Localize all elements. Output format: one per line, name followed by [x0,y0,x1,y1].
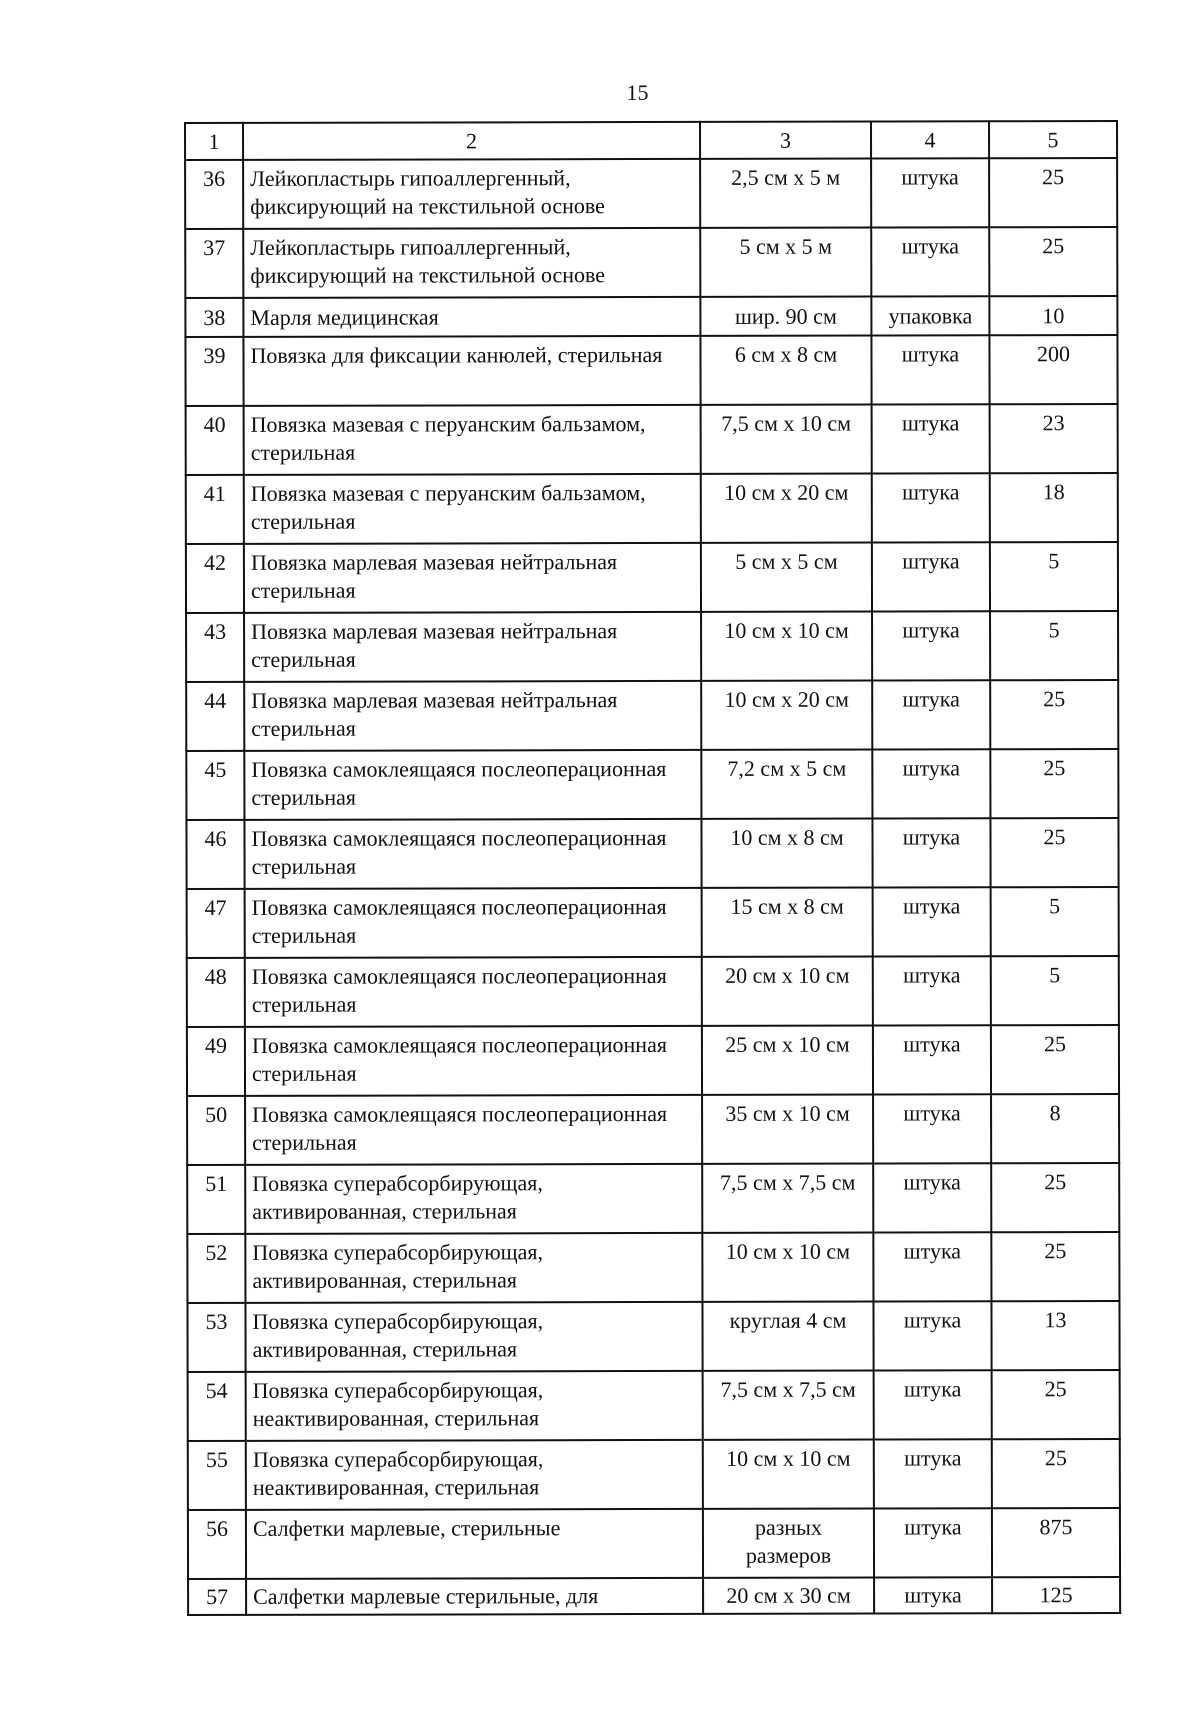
item-size-cell: 25 см х 10 см [702,1026,873,1095]
header-cell-name: 2 [243,122,700,160]
row-number-cell: 50 [187,1096,245,1165]
table-row [187,1094,1119,1165]
item-unit-cell: штука [873,1163,991,1232]
row-number-cell: 43 [186,613,244,682]
item-name-cell: Повязка марлевая мазевая нейтральная стерильная [244,543,701,613]
table-row [187,956,1119,1027]
row-number-cell: 42 [186,544,244,613]
item-name-cell: Повязка самоклеящаяся послеоперационная стерильная [245,1026,702,1096]
item-name-cell: Повязка суперабсорбирующая, неактивированная, стерильная [246,1440,703,1510]
table-row [185,158,1117,229]
item-size-cell: 10 см х 8 см [701,819,872,888]
table-row [188,1508,1120,1579]
item-quantity-cell: 25 [992,1439,1120,1508]
table-row [186,542,1118,613]
item-quantity-cell: 25 [989,158,1117,227]
supplies-table-body [185,121,1120,1615]
item-size-cell: 10 см х 20 см [701,681,872,750]
row-number-cell: 39 [185,337,243,406]
item-size-cell: 7,5 см х 7,5 см [703,1371,874,1440]
item-quantity-cell: 200 [989,335,1117,404]
item-quantity-cell: 125 [992,1577,1120,1613]
item-unit-cell: штука [874,1370,992,1439]
item-name-cell: Повязка суперабсорбирующая, неактивированная, стерильная [246,1371,703,1441]
row-number-cell: 52 [187,1234,245,1303]
table-row [185,335,1117,406]
item-name-cell: Лейкопластырь гипоаллергенный, фиксирующий на текстильной основе [243,228,700,298]
item-quantity-cell: 5 [990,611,1118,680]
row-number-cell: 53 [187,1303,245,1372]
item-unit-cell: штука [872,611,990,680]
item-quantity-cell: 25 [990,680,1118,749]
item-unit-cell: упаковка [871,296,989,335]
item-quantity-cell: 5 [990,542,1118,611]
item-name-cell: Лейкопластырь гипоаллергенный, фиксирующий на текстильной основе [243,159,700,229]
item-unit-cell: штука [874,1508,992,1577]
header-cell-quantity: 5 [989,121,1117,158]
item-size-cell: 7,5 см х 10 см [701,405,872,474]
row-number-cell: 38 [185,298,243,337]
item-name-cell: Повязка суперабсорбирующая, активированная, стерильная [245,1302,702,1372]
header-cell-number: 1 [185,123,243,160]
item-name-cell: Повязка марлевая мазевая нейтральная стерильная [244,612,701,682]
table-row [187,1232,1119,1303]
item-name-cell: Повязка для фиксации канюлей, стерильная [243,336,700,406]
item-size-cell: 5 см х 5 см [701,543,872,612]
supplies-table [184,120,1121,1616]
item-size-cell: 20 см х 10 см [702,957,873,1026]
item-quantity-cell: 25 [991,1025,1119,1094]
item-name-cell: Салфетки марлевые стерильные, для [246,1578,703,1615]
item-unit-cell: штука [873,1301,991,1370]
item-unit-cell: штука [872,749,990,818]
page-number: 15 [626,80,649,105]
item-name-cell: Повязка суперабсорбирующая, активированная, стерильная [245,1164,702,1234]
item-name-cell: Повязка самоклеящаяся послеоперационная стерильная [245,1095,702,1165]
table-row [187,1163,1119,1234]
row-number-cell: 57 [188,1579,246,1615]
item-unit-cell: штука [872,473,990,542]
item-quantity-cell: 25 [992,1370,1120,1439]
item-name-cell: Повязка самоклеящаяся послеоперационная стерильная [244,750,701,820]
row-number-cell: 37 [185,229,243,298]
item-unit-cell: штука [874,1439,992,1508]
item-size-cell: круглая 4 см [702,1302,873,1371]
header-cell-size: 3 [700,122,871,159]
table-row [186,818,1118,889]
table-row [186,611,1118,682]
item-unit-cell: штука [874,1577,992,1613]
item-unit-cell: штука [873,1232,991,1301]
item-size-cell: разных размеров [703,1509,874,1578]
item-size-cell: 10 см х 10 см [702,1233,873,1302]
row-number-cell: 36 [185,160,243,229]
table-row [185,227,1117,298]
item-name-cell: Повязка самоклеящаяся послеоперационная стерильная [244,819,701,889]
item-name-cell: Повязка суперабсорбирующая, активированная, стерильная [245,1233,702,1303]
item-quantity-cell: 875 [992,1508,1120,1577]
item-size-cell: 10 см х 10 см [703,1440,874,1509]
table-row [187,887,1119,958]
item-size-cell: 2,5 см х 5 м [700,159,871,228]
table-row [188,1370,1120,1441]
item-name-cell: Повязка мазевая с перуанским бальзамом, стерильная [244,474,701,544]
item-quantity-cell: 18 [990,473,1118,542]
header-cell-unit: 4 [871,121,989,158]
table-row [188,1577,1120,1615]
item-size-cell: 7,2 см х 5 см [701,750,872,819]
item-quantity-cell: 23 [990,404,1118,473]
row-number-cell: 40 [186,406,244,475]
item-name-cell: Повязка марлевая мазевая нейтральная стерильная [244,681,701,751]
item-name-cell: Повязка мазевая с перуанским бальзамом, стерильная [244,405,701,475]
item-quantity-cell: 5 [991,956,1119,1025]
item-unit-cell: штука [873,1094,991,1163]
item-size-cell: 7,5 см х 7,5 см [702,1164,873,1233]
row-number-cell: 47 [187,889,245,958]
item-unit-cell: штука [872,542,990,611]
item-size-cell: 20 см х 30 см [703,1578,874,1614]
item-name-cell: Салфетки марлевые, стерильные [246,1509,703,1579]
table-row [186,680,1118,751]
item-quantity-cell: 25 [989,227,1117,296]
item-unit-cell: штука [872,404,990,473]
table-row [188,1439,1120,1510]
item-quantity-cell: 10 [989,296,1117,335]
item-quantity-cell: 25 [991,1163,1119,1232]
table-row [187,1301,1119,1372]
table-row [186,404,1118,475]
row-number-cell: 55 [188,1441,246,1510]
table-header-row [185,121,1117,160]
item-unit-cell: штука [871,335,989,404]
item-unit-cell: штука [872,818,990,887]
item-unit-cell: штука [873,1025,991,1094]
row-number-cell: 46 [186,820,244,889]
item-unit-cell: штука [873,887,991,956]
item-size-cell: 15 см х 8 см [702,888,873,957]
item-size-cell: 35 см х 10 см [702,1095,873,1164]
row-number-cell: 45 [186,751,244,820]
row-number-cell: 41 [186,475,244,544]
table-row [187,1025,1119,1096]
row-number-cell: 54 [188,1372,246,1441]
item-size-cell: шир. 90 см [700,297,871,336]
row-number-cell: 51 [187,1165,245,1234]
item-size-cell: 10 см х 20 см [701,474,872,543]
item-size-cell: 5 см х 5 м [700,228,871,297]
item-unit-cell: штука [873,956,991,1025]
item-quantity-cell: 13 [991,1301,1119,1370]
item-size-cell: 10 см х 10 см [701,612,872,681]
item-quantity-cell: 8 [991,1094,1119,1163]
item-quantity-cell: 25 [990,818,1118,887]
item-unit-cell: штука [871,158,989,227]
item-unit-cell: штука [871,227,989,296]
item-quantity-cell: 5 [991,887,1119,956]
item-quantity-cell: 25 [990,749,1118,818]
item-name-cell: Повязка самоклеящаяся послеоперационная стерильная [245,957,702,1027]
row-number-cell: 48 [187,958,245,1027]
row-number-cell: 56 [188,1510,246,1579]
row-number-cell: 44 [186,682,244,751]
table-row [186,749,1118,820]
item-quantity-cell: 25 [991,1232,1119,1301]
item-unit-cell: штука [872,680,990,749]
row-number-cell: 49 [187,1027,245,1096]
item-name-cell: Марля медицинская [243,297,700,337]
table-row [185,296,1117,337]
table-row [186,473,1118,544]
item-name-cell: Повязка самоклеящаяся послеоперационная стерильная [245,888,702,958]
item-size-cell: 6 см х 8 см [700,336,871,405]
